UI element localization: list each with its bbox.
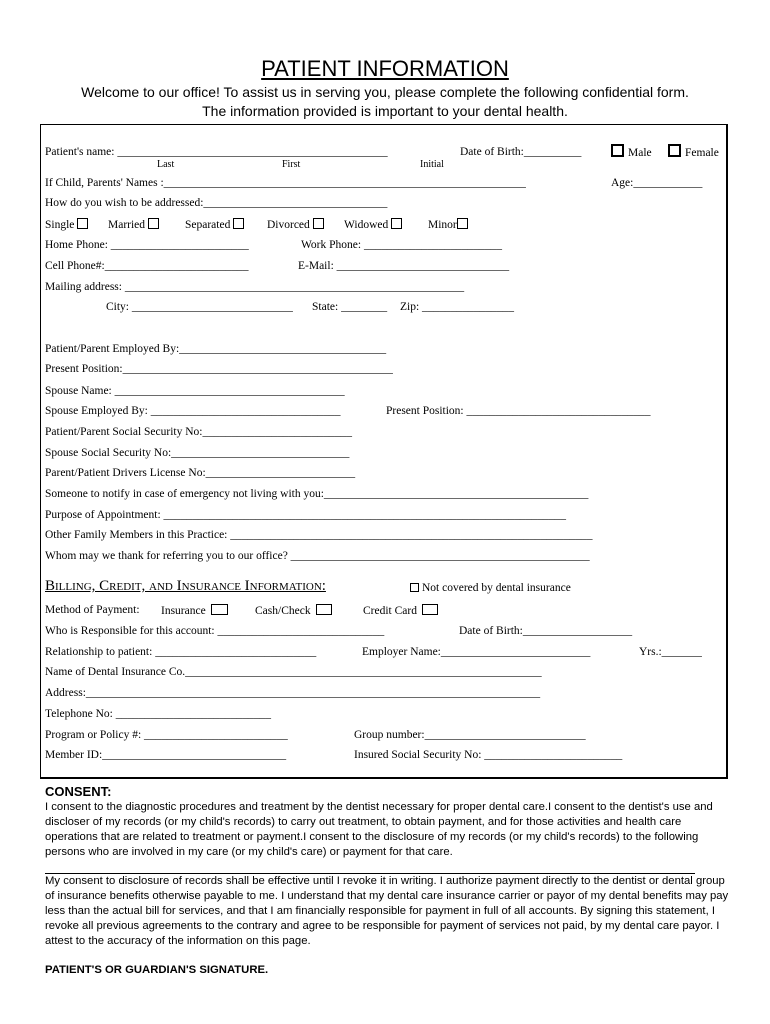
work-phone-field[interactable]: Work Phone: ________________________ bbox=[301, 239, 502, 251]
years-field[interactable]: Yrs.:_______ bbox=[639, 646, 702, 658]
payment-credit-card-option[interactable]: Credit Card bbox=[363, 604, 438, 617]
minor-checkbox[interactable] bbox=[457, 218, 468, 229]
billing-heading: Billing, Credit, and Insurance Information: bbox=[45, 578, 326, 594]
family-members-field[interactable]: Other Family Members in this Practice: _______________________________________________________________ bbox=[45, 529, 593, 541]
marital-minor[interactable]: Minor bbox=[428, 218, 468, 231]
email-field[interactable]: E-Mail: ______________________________ bbox=[298, 260, 510, 272]
female-checkbox[interactable] bbox=[668, 144, 681, 157]
responsible-party-field[interactable]: Who is Responsible for this account: _____________________________ bbox=[45, 625, 385, 637]
mailing-address-field[interactable]: Mailing address: ___________________________________________________________ bbox=[45, 281, 465, 293]
drivers-license-field[interactable]: Parent/Patient Drivers License No:__________________________ bbox=[45, 467, 356, 479]
credit-card-checkbox[interactable] bbox=[422, 604, 438, 615]
not-covered-checkbox[interactable] bbox=[410, 583, 419, 592]
parents-names-field[interactable]: If Child, Parents' Names :_______________________________________________________________ bbox=[45, 177, 526, 189]
welcome-text-line2: The information provided is important to your dental health. bbox=[202, 103, 568, 119]
insured-ssn-field[interactable]: Insured Social Security No: ________________________ bbox=[354, 749, 623, 761]
referral-field[interactable]: Whom may we thank for referring you to our office? ____________________________________________________ bbox=[45, 550, 590, 562]
divorced-checkbox[interactable] bbox=[313, 218, 324, 229]
insurance-company-field[interactable]: Name of Dental Insurance Co.______________________________________________________________ bbox=[45, 666, 542, 678]
ssn-field[interactable]: Patient/Parent Social Security No:__________________________ bbox=[45, 426, 352, 438]
page-title: PATIENT INFORMATION bbox=[261, 56, 509, 81]
spouse-position-field[interactable]: Present Position: ________________________________ bbox=[386, 405, 651, 417]
male-option[interactable]: Male bbox=[611, 144, 652, 159]
female-option[interactable]: Female bbox=[668, 144, 719, 159]
emergency-contact-field[interactable]: Someone to notify in case of emergency not living with you:______________________________________________ bbox=[45, 488, 589, 500]
marital-separated[interactable]: Separated bbox=[185, 218, 244, 231]
separated-checkbox[interactable] bbox=[233, 218, 244, 229]
employer-name-field[interactable]: Employer Name:__________________________ bbox=[362, 646, 591, 658]
home-phone-field[interactable]: Home Phone: ________________________ bbox=[45, 239, 249, 251]
payment-insurance-option[interactable]: Insurance bbox=[161, 604, 228, 617]
male-checkbox[interactable] bbox=[611, 144, 624, 157]
addressed-as-field[interactable]: How do you wish to be addressed:________________________________ bbox=[45, 197, 388, 209]
appointment-purpose-field[interactable]: Purpose of Appointment: ______________________________________________________________________ bbox=[45, 509, 567, 521]
widowed-checkbox[interactable] bbox=[391, 218, 402, 229]
consent-heading: CONSENT: bbox=[45, 784, 112, 799]
consent-paragraph-1: I consent to the diagnostic procedures and treatment by the dentist necessary for proper dental care.I consent to the dentist's use and discloser of my records (or my child's records) to carry out treatment, to obtain payment, and for those activities and health care operations that are related to treatment or payment.I consent to the disclosure of my records (or my child's records) to the following persons who are involved in my care (or my child's care) or payment for that care. bbox=[45, 801, 713, 858]
present-position-field[interactable]: Present Position:_______________________________________________ bbox=[45, 363, 393, 375]
marital-single[interactable]: Single bbox=[45, 218, 88, 231]
not-covered-option[interactable]: Not covered by dental insurance bbox=[410, 582, 571, 594]
patient-name-field[interactable]: Patient's name: _______________________________________________ bbox=[45, 146, 388, 158]
zip-field[interactable]: Zip: ________________ bbox=[400, 301, 515, 313]
signature-label: PATIENT'S OR GUARDIAN'S SIGNATURE. bbox=[45, 964, 269, 976]
dob-field[interactable]: Date of Birth:__________ bbox=[460, 146, 582, 158]
city-field[interactable]: City: ____________________________ bbox=[106, 301, 293, 313]
cash-check-checkbox[interactable] bbox=[316, 604, 332, 615]
member-id-field[interactable]: Member ID:________________________________ bbox=[45, 749, 287, 761]
insurance-address-field[interactable]: Address:_______________________________________________________________________________ bbox=[45, 687, 541, 699]
single-checkbox[interactable] bbox=[77, 218, 88, 229]
responsible-dob-field[interactable]: Date of Birth:___________________ bbox=[459, 625, 633, 637]
state-field[interactable]: State: ________ bbox=[312, 301, 388, 313]
consent-paragraph-2: My consent to disclosure of records shall be effective until I revoke it in writing. I authorize payment directly to the dentist or dental group of insurance benefits otherwise payable to me. I understand that my dental care insurance carrier or payor of my dental benefits may pay less than the actual bill for services, and that I am financially responsible for payment in full of all accounts. By signing this statement, I revoke all previous agreements to the contrary and agree to be responsible for payment of services not paid, by my dental care payor. I attest to the accuracy of the information on this page. bbox=[45, 875, 729, 947]
insurance-telephone-field[interactable]: Telephone No: ___________________________ bbox=[45, 708, 271, 720]
spouse-name-field[interactable]: Spouse Name: ________________________________________ bbox=[45, 385, 345, 397]
sub-label-first: First bbox=[282, 159, 301, 170]
spouse-employed-field[interactable]: Spouse Employed By: _________________________________ bbox=[45, 405, 341, 417]
spouse-ssn-field[interactable]: Spouse Social Security No:_______________________________ bbox=[45, 447, 350, 459]
payment-method-label: Method of Payment: bbox=[45, 604, 140, 616]
relationship-field[interactable]: Relationship to patient: ____________________________ bbox=[45, 646, 317, 658]
employed-by-field[interactable]: Patient/Parent Employed By:____________________________________ bbox=[45, 343, 387, 355]
welcome-text-line1: Welcome to our office! To assist us in serving you, please complete the following confidential form. bbox=[81, 84, 689, 100]
sub-label-last: Last bbox=[157, 159, 175, 170]
payment-cash-check-option[interactable]: Cash/Check bbox=[255, 604, 332, 617]
group-number-field[interactable]: Group number:____________________________ bbox=[354, 729, 586, 741]
insurance-checkbox[interactable] bbox=[211, 604, 228, 615]
married-checkbox[interactable] bbox=[148, 218, 159, 229]
marital-divorced[interactable]: Divorced bbox=[267, 218, 324, 231]
cell-phone-field[interactable]: Cell Phone#:_________________________ bbox=[45, 260, 249, 272]
age-field[interactable]: Age:____________ bbox=[611, 177, 703, 189]
marital-widowed[interactable]: Widowed bbox=[344, 218, 402, 231]
marital-married[interactable]: Married bbox=[108, 218, 159, 231]
policy-number-field[interactable]: Program or Policy #: _________________________ bbox=[45, 729, 288, 741]
sub-label-initial: Initial bbox=[420, 159, 444, 170]
